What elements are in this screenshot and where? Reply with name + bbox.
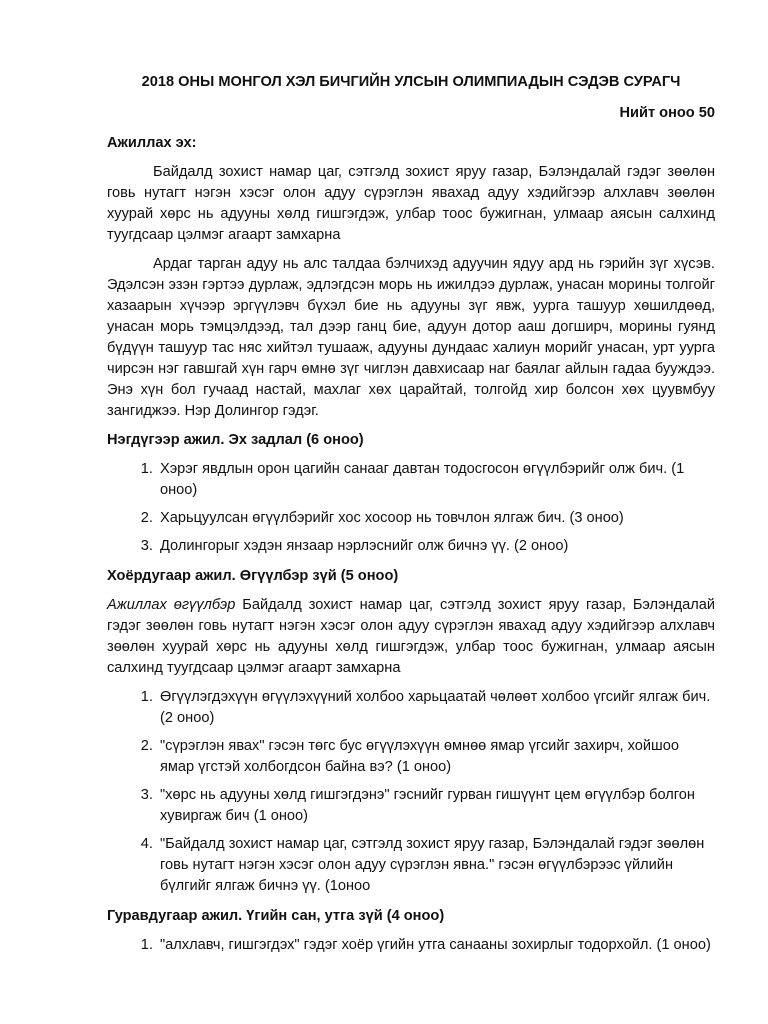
task-item: 4. "Байдалд зохист намар цаг, сэтгэлд зохист яруу газар, Бэлэндалай гэдэг зөөлөн говь нутагт нэгэн хэсэг олон адуу сүрэглэн явна." гэсэн өгүүлбэрээс үйлийн бүлгийг ялгаж бичнэ үү. (1оноо <box>157 834 715 897</box>
task-list-2 <box>107 687 715 897</box>
task-item: 3. Долингорыг хэдэн янзаар нэрлэснийг олж бичнэ үү. (2 оноо) <box>157 536 715 557</box>
document-page <box>107 60 715 965</box>
working-sentence-label: Ажиллах өгүүлбэр <box>107 597 236 613</box>
working-sentence <box>107 595 715 679</box>
task-item: 1. "алхлавч, гишгэгдэх" гэдэг хоёр үгийн утга санааны зохирлыг тодорхойл. (1 оноо) <box>157 935 715 956</box>
task-item: 2. Харьцуулсан өгүүлбэрийг хос хосоор нь товчлон ялгаж бич. (3 оноо) <box>157 508 715 529</box>
source-heading: Ажиллах эх: <box>107 135 197 151</box>
source-paragraph: Байдалд зохист намар цаг, сэтгэлд зохист яруу газар, Бэлэндалай гэдэг зөөлөн говь нутагт нэгэн хэсэг олон адуу сүрэглэн явахад адуу хэдийгээр алхлавч зөөлөн хуурай хөрс нь адууны хөлд гишгэгдэж, улбар тоос бужигнан, улмаар аясын салхинд туугдсаар цэлмэг агаарт замхарна <box>107 164 715 243</box>
section-heading-1: Нэгдүгээр ажил. Эх задлал (6 оноо) <box>107 432 364 448</box>
document-title: 2018 ОНЫ МОНГОЛ ХЭЛ БИЧГИЙН УЛСЫН ОЛИМПИАДЫН СЭДЭВ СУРАГЧ <box>141 74 681 90</box>
working-sentence-text: Байдалд зохист намар цаг, сэтгэлд зохист яруу газар, Бэлэндалай гэдэг зөөлөн говь нутагт нэгэн хэсэг олон адуу сүрэглэн явахад адуу хэдийгээр алхлавч зөөлөн хуурай хөрс нь адууны хөлд гишгэгдэж, улбар тоос бужигнан, улмаар аясын салхинд туугдсаар цэлмэг агаарт замхарна <box>107 597 715 676</box>
task-item: 2. "сүрэглэн явах" гэсэн төгс бус өгүүлэхүүн өмнөө ямар үгсийг захирч, хойшоо ямар үгстэй холбогдсон байна вэ? (1 оноо) <box>157 736 715 778</box>
task-item: 1. Өгүүлэгдэхүүн өгүүлэхүүний холбоо харьцаатай чөлөөт холбоо үгсийг ялгаж бич. (2 оноо) <box>157 687 715 729</box>
source-paragraph: Ардаг тарган адуу нь алс талдаа бэлчихэд адуучин ядуу ард нь гэрийн зүг хүсэв. Эдэлсэн эзэн гэртээ дурлаж, эдлэгдсэн морь нь ижилдээ дурлаж, унасан морины толгойг хазаарын хүчээр эргүүлэвч бүхэл бие нь адууны зүг явж, уурга ташуур хөшилдөөд, унасан морь тэмцэлдээд, тал дээр ганц бие, адуун дотор ааш догширч, морины гуянд бүдүүн ташуур тас няс хийтэл тушааж, адууны дундаас халиун морийг унасан, урт уурга чирсэн нэг гавшгай хүн гарч өмнө зүг чиглэн давхисаар наг баялаг айлын гадаа бууждээ. Энэ хүн бол гучаад настай, махлаг хөх царайтай, толгойд хир болсон хөх цуувмбуу зангиджээ. Нэр Долингор гэдэг. <box>107 256 715 419</box>
total-score: Нийт оноо 50 <box>619 105 715 121</box>
task-list-1 <box>107 459 715 557</box>
section-heading-2: Хоёрдугаар ажил. Өгүүлбэр зүй (5 оноо) <box>107 568 399 584</box>
task-item: 3. "хөрс нь адууны хөлд гишгэгдэнэ" гэснийг гурван гишүүнт цем өгүүлбэр болгон хувиргаж бич (1 оноо) <box>157 785 715 827</box>
task-item: 1. Хэрэг явдлын орон цагийн санааг давтан тодосгосон өгүүлбэрийг олж бич. (1 оноо) <box>157 459 715 501</box>
section-heading-3: Гуравдугаар ажил. Үгийн сан, утга зүй (4 оноо) <box>107 908 445 924</box>
task-list-3 <box>107 935 715 956</box>
